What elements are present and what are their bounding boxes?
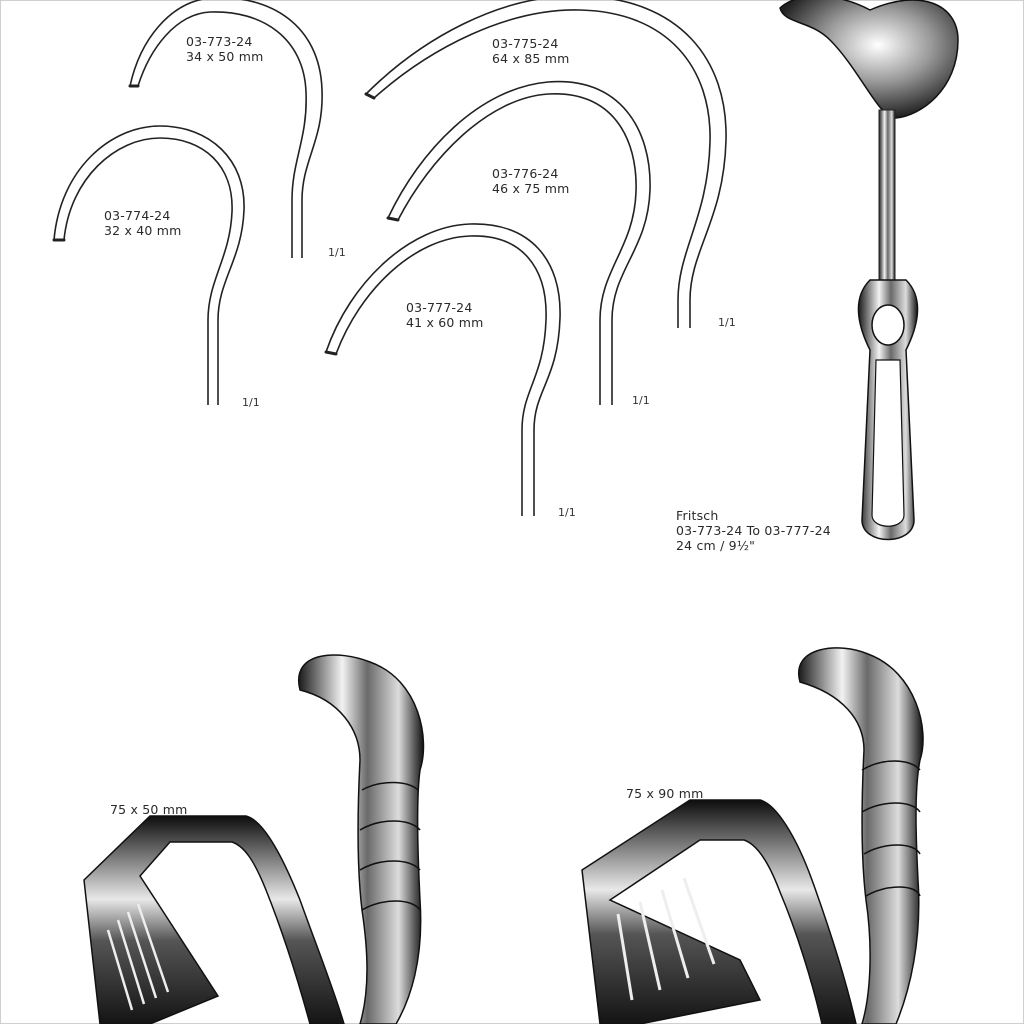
hook-03-776-24 — [388, 82, 650, 405]
fritsch-retractor-drawing — [780, 0, 958, 540]
hook-03-777-24 — [326, 224, 560, 516]
speculum-75x90-drawing — [582, 648, 923, 1024]
hook-label-03-775-24 — [492, 36, 569, 66]
hook-label-03-777-24 — [406, 300, 483, 330]
product-code: 03-777-24 — [406, 300, 473, 315]
product-code: 03-773-24 — [186, 34, 253, 49]
hook-03-774-24 — [54, 126, 244, 405]
product-code: 03-776-24 — [492, 166, 559, 181]
scale-label: 1/1 — [718, 316, 736, 329]
scale-label: 1/1 — [328, 246, 346, 259]
scale-label: 1/1 — [558, 506, 576, 519]
product-code: 03-774-24 — [104, 208, 171, 223]
product-size: 34 x 50 mm — [186, 49, 264, 64]
hook-label-03-773-24 — [186, 34, 263, 64]
hook-label-03-776-24 — [492, 166, 569, 196]
product-size: 64 x 85 mm — [492, 51, 570, 66]
scale-label: 1/1 — [242, 396, 260, 409]
hook-label-03-774-24 — [104, 208, 181, 238]
speculum-size-label: 75 x 90 mm — [626, 786, 704, 801]
speculum-size-label: 75 x 50 mm — [110, 802, 188, 817]
product-code: 03-775-24 — [492, 36, 559, 51]
speculum-75x50-drawing — [84, 655, 423, 1024]
fritsch-caption — [676, 508, 831, 553]
product-size: 46 x 75 mm — [492, 181, 570, 196]
scale-label: 1/1 — [632, 394, 650, 407]
product-range: 03-773-24 To 03-777-24 — [676, 523, 831, 538]
instrument-name: Fritsch — [676, 508, 719, 523]
instrument-length: 24 cm / 9½" — [676, 538, 756, 553]
product-size: 41 x 60 mm — [406, 315, 484, 330]
product-size: 32 x 40 mm — [104, 223, 182, 238]
